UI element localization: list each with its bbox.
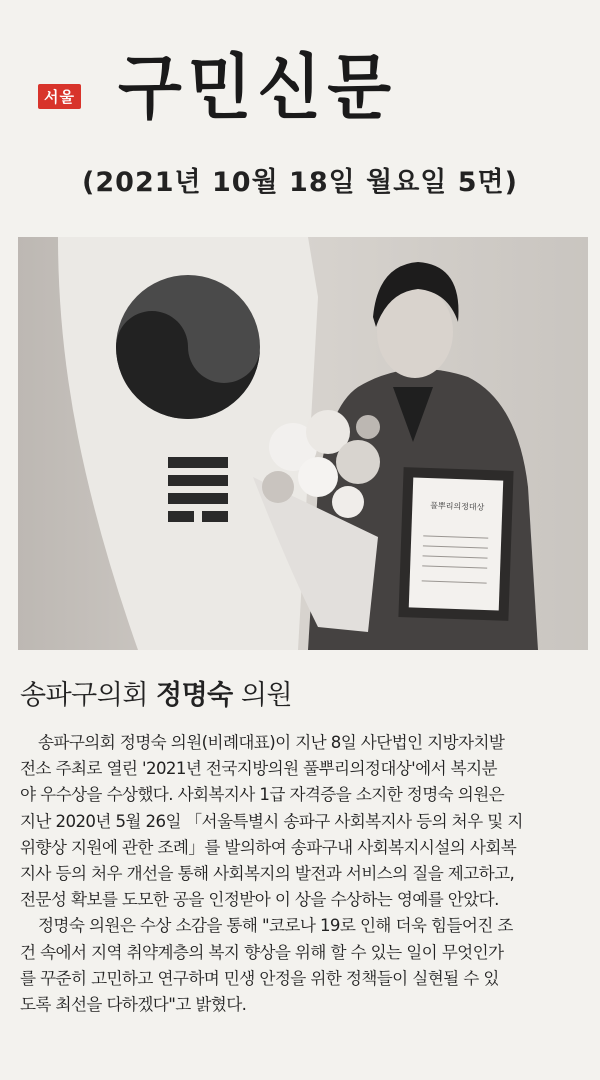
taegeuk-emblem: [116, 275, 260, 419]
certificate-title: 풀뿌리의정대상: [430, 501, 485, 512]
newspaper-title: 구민신문: [118, 45, 398, 130]
article-line: 정명숙 의원은 수상 소감을 통해 "코로나 19로 인해 더욱 힘들어진 조: [38, 916, 513, 936]
article-body: [20, 730, 586, 1018]
article-line: 위향상 지원에 관한 조례」를 발의하여 송파구내 사회복지시설의 사회복: [20, 837, 517, 857]
headline-name: 정명숙: [156, 680, 233, 711]
article-line: 야 우수상을 수상했다. 사회복지사 1급 자격증을 소지한 정명숙 의원은: [20, 785, 505, 805]
article-line: 지난 2020년 5월 26일 「서울특별시 송파구 사회복지사 등의 처우 및 지: [20, 811, 523, 831]
article-headline: [20, 673, 292, 712]
article-line: 건 속에서 지역 취약계층의 복지 향상을 위해 할 수 있는 일이 무엇인가: [20, 942, 504, 962]
article-paragraph-2: [20, 913, 586, 1018]
article-line: 도록 최선을 다하겠다"고 밝혔다.: [20, 995, 247, 1015]
award-certificate: [398, 467, 513, 621]
article-line: 를 꾸준히 고민하고 연구하며 민생 안정을 위한 정책들이 실현될 수 있: [20, 968, 499, 988]
masthead: [0, 0, 600, 140]
article-paragraph-1: [20, 730, 586, 913]
article-line: 전문성 확보를 도모한 공을 인정받아 이 상을 수상하는 영예를 안았다.: [20, 890, 499, 910]
article-line: 지사 등의 처우 개선을 통해 사회복지의 발전과 서비스의 질을 제고하고,: [20, 864, 515, 884]
headline-prefix: 송파구의회: [20, 680, 148, 711]
article-line: 송파구의회 정명숙 의원(비례대표)이 지난 8일 사단법인 지방자치발: [38, 733, 505, 752]
headline-suffix: 의원: [240, 680, 293, 711]
edition-badge: 서울: [38, 84, 81, 109]
article-line: 전소 주최로 열린 '2021년 전국지방의원 풀뿌리의정대상'에서 복지분: [20, 759, 497, 779]
article-photo: [18, 237, 588, 650]
issue-date: (2021년 10월 18일 월요일 5면): [82, 167, 518, 198]
photo-illustration: [18, 237, 588, 650]
